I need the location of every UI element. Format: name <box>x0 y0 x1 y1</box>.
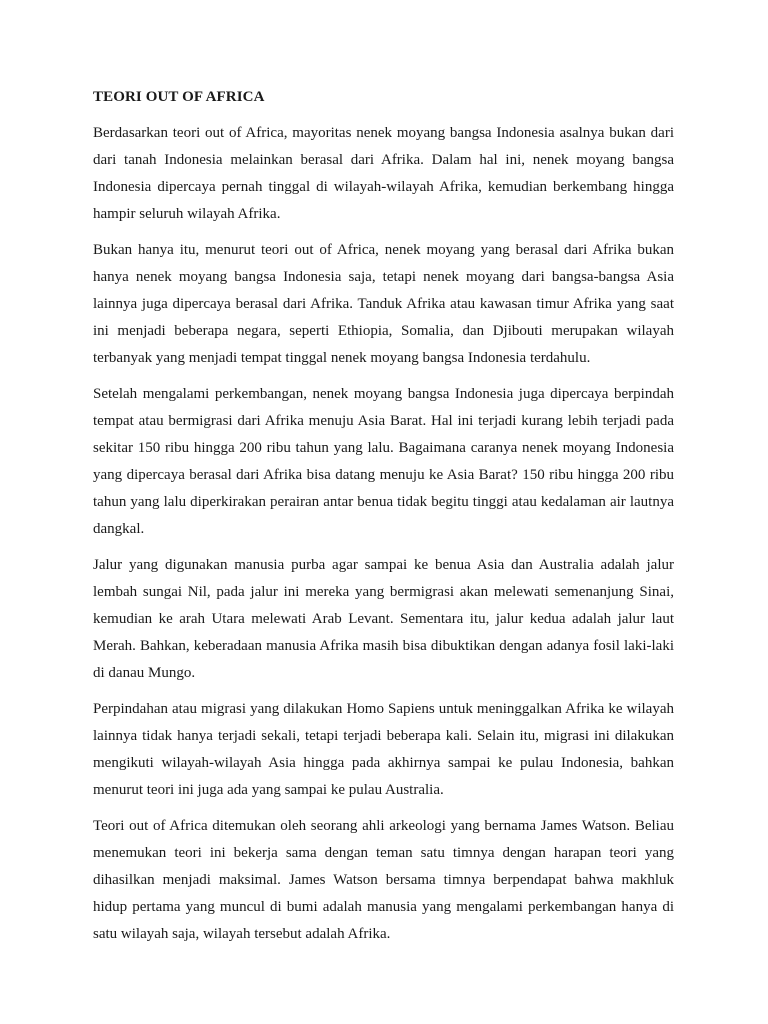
paragraph-1: Berdasarkan teori out of Africa, mayoritas nenek moyang bangsa Indonesia asalnya bukan dari dari tanah Indonesia melainkan berasal dari Afrika. Dalam hal ini, nenek moyang bangsa Indonesia dipercaya pernah tinggal di wilayah-wilayah Afrika, kemudian berkembang hingga hampir seluruh wilayah Afrika. <box>93 125 674 222</box>
paragraph-5: Perpindahan atau migrasi yang dilakukan Homo Sapiens untuk meninggalkan Afrika ke wilayah lainnya tidak hanya terjadi sekali, tetapi terjadi beberapa kali. Selain itu, migrasi ini dilakukan mengikuti wilayah-wilayah Asia hingga pada akhirnya sampai ke pulau Indonesia, bahkan menurut teori ini juga ada yang sampai ke pulau Australia. <box>93 701 674 798</box>
paragraph-6: Teori out of Africa ditemukan oleh seorang ahli arkeologi yang bernama James Watson. Beliau menemukan teori ini bekerja sama dengan teman satu timnya dengan harapan teori yang dihasilkan menjadi maksimal. James Watson bersama timnya berpendapat bahwa makhluk hidup pertama yang muncul di bumi adalah manusia yang mengalami perkembangan hanya di satu wilayah saja, wilayah tersebut adalah Afrika. <box>93 818 674 942</box>
paragraph-2: Bukan hanya itu, menurut teori out of Africa, nenek moyang yang berasal dari Afrika bukan hanya nenek moyang bangsa Indonesia saja, tetapi nenek moyang dari bangsa-bangsa Asia lainnya juga dipercaya berasal dari Afrika. Tanduk Afrika atau kawasan timur Afrika yang saat ini menjadi beberapa negara, seperti Ethiopia, Somalia, dan Djibouti merupakan wilayah terbanyak yang menjadi tempat tinggal nenek moyang bangsa Indonesia terdahulu. <box>93 242 674 366</box>
paragraph-3: Setelah mengalami perkembangan, nenek moyang bangsa Indonesia juga dipercaya berpindah tempat atau bermigrasi dari Afrika menuju Asia Barat. Hal ini terjadi kurang lebih terjadi pada sekitar 150 ribu hingga 200 ribu tahun yang lalu. Bagaimana caranya nenek moyang Indonesia yang dipercaya berasal dari Afrika bisa datang menuju ke Asia Barat? 150 ribu hingga 200 ribu tahun yang lalu diperkirakan perairan antar benua tidak begitu tinggi atau kedalaman air lautnya dangkal. <box>93 386 674 537</box>
paragraph-4: Jalur yang digunakan manusia purba agar sampai ke benua Asia dan Australia adalah jalur lembah sungai Nil, pada jalur ini mereka yang bermigrasi akan melewati semenanjung Sinai, kemudian ke arah Utara melewati Arab Levant. Sementara itu, jalur kedua adalah jalur laut Merah. Bahkan, keberadaan manusia Afrika masih bisa dibuktikan dengan adanya fosil laki-laki di danau Mungo. <box>93 557 674 681</box>
document-title: TEORI OUT OF AFRICA <box>93 89 265 105</box>
